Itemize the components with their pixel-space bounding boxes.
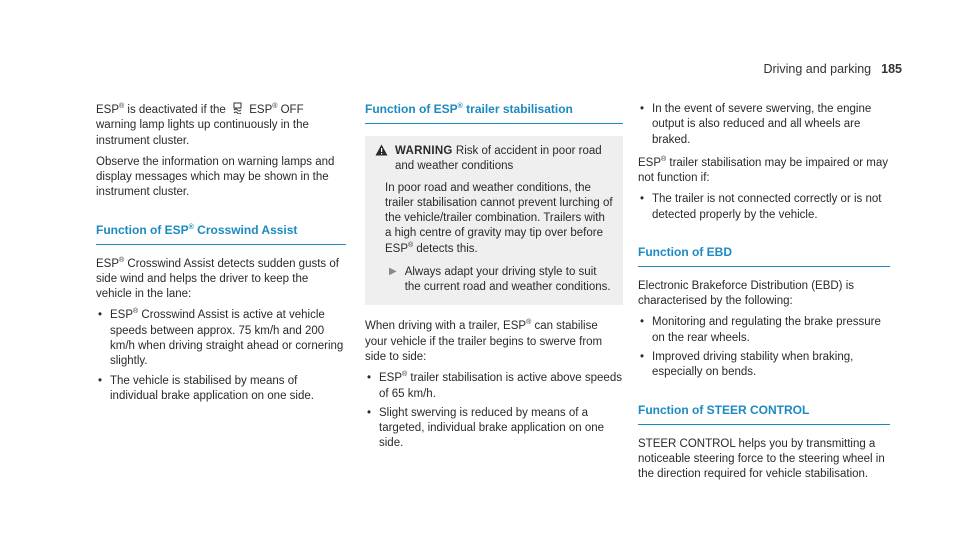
list-item: • ESP® Crosswind Assist is active at vehicle speeds between approx. 75 km/h and 200 km/h when driving straight ahead or cornering slightly.: [96, 308, 346, 369]
steer-control-paragraph: STEER CONTROL helps you by transmitting a noticeable steering force to the steering wheel in the direction required for vehicle stabilisation.: [638, 437, 885, 481]
ebd-list: [638, 315, 890, 380]
swerving-list: [638, 102, 890, 148]
warning-label: WARNING: [395, 144, 453, 157]
observe-paragraph: Observe the information on warning lamps and display messages which may be shown in the instrument cluster.: [96, 155, 335, 199]
esp-off-paragraph: ESP® is deactivated if the ESP® OFF warning lamp lights up continuously in the instrument cluster.: [96, 103, 309, 147]
list-item: • The trailer is not connected correctly or is not detected properly by the vehicle.: [638, 192, 890, 223]
crosswind-list: [96, 308, 346, 404]
list-item: • Monitoring and regulating the brake pressure on the rear wheels.: [638, 315, 890, 346]
page-number: 185: [881, 62, 902, 76]
list-item: • Slight swerving is reduced by means of a targeted, individual brake application on one side.: [365, 406, 623, 452]
heading-steer-control: Function of STEER CONTROL: [638, 403, 890, 425]
esp-off-warning-icon: [232, 102, 243, 114]
crosswind-paragraph: ESP® Crosswind Assist detects sudden gusts of side wind and helps the driver to keep the vehicle in the lane:: [96, 256, 339, 301]
list-item: • Improved driving stability when braking, especially on bends.: [638, 350, 890, 381]
impaired-list: [638, 192, 890, 223]
list-item: • ESP® trailer stabilisation is active above speeds of 65 km/h.: [365, 371, 623, 402]
column-1: [96, 102, 346, 412]
heading-trailer-stabilisation: Function of ESP® trailer stabilisation: [365, 102, 623, 124]
column-2: [365, 102, 623, 460]
trailer-paragraph: When driving with a trailer, ESP® can stabilise your vehicle if the trailer begins to swerve from side to side:: [365, 319, 603, 364]
warning-title: Risk of accident in poor road and weather conditions: [395, 144, 602, 173]
warning-action: ▶ Always adapt your driving style to suit the current road and weather conditions.: [375, 265, 613, 296]
heading-ebd: Function of EBD: [638, 245, 890, 267]
action-arrow-icon: ▶: [389, 265, 397, 277]
list-item: • In the event of severe swerving, the engine output is also reduced and all wheels are braked.: [638, 102, 890, 148]
warning-triangle-icon: [375, 144, 389, 175]
impaired-paragraph: ESP® trailer stabilisation may be impaired or may not function if:: [638, 156, 888, 185]
ebd-paragraph: Electronic Brakeforce Distribution (EBD) is characterised by the following:: [638, 279, 855, 308]
column-3: [638, 102, 890, 488]
page-header: [763, 62, 902, 76]
warning-body: In poor road and weather conditions, the trailer stabilisation cannot prevent lurching of the vehicle/trailer combination. Trailers with a high centre of gravity may tip over before ESP® detects this.: [385, 181, 613, 255]
list-item: • The vehicle is stabilised by means of individual brake application on one side.: [96, 374, 346, 405]
trailer-list: [365, 371, 623, 451]
warning-box: [365, 136, 623, 306]
heading-crosswind-assist: Function of ESP® Crosswind Assist: [96, 223, 346, 245]
section-title: Driving and parking: [763, 62, 872, 76]
